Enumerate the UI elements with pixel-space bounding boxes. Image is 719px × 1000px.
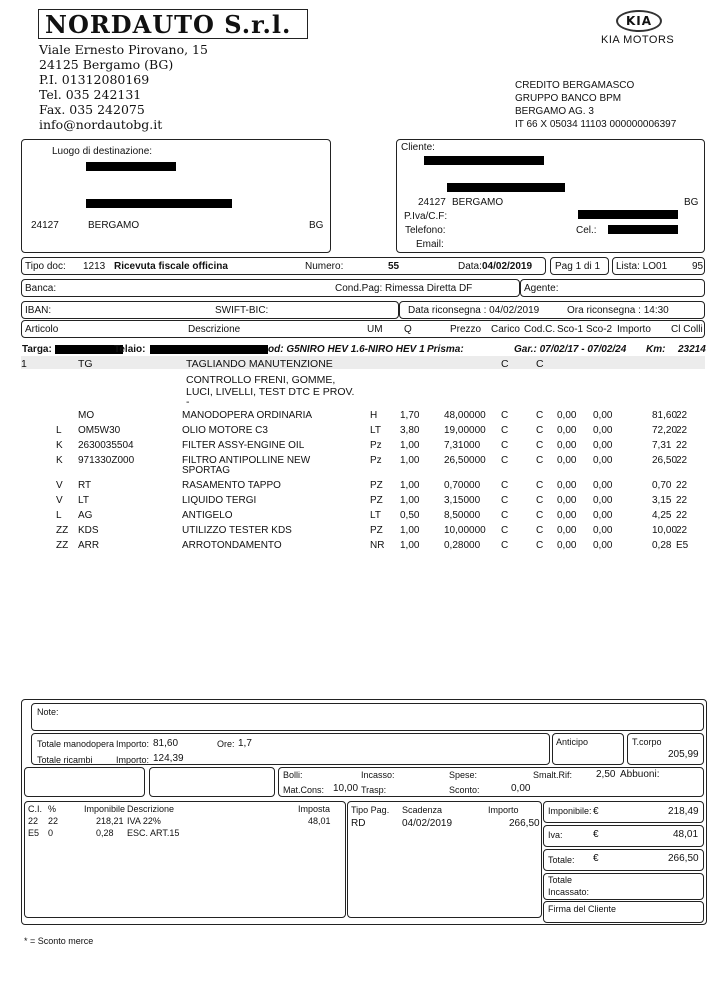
iva-col-pct: % xyxy=(48,804,57,814)
item-desc-2: SPORTAG xyxy=(182,465,230,476)
tot-mano-importo-label: Importo: xyxy=(116,739,150,749)
item-prezzo: 48,00000 xyxy=(444,410,486,421)
item-k: L xyxy=(56,425,62,436)
item-prezzo: 19,00000 xyxy=(444,425,486,436)
doc-listino-code: 95 xyxy=(692,261,704,272)
iban-row xyxy=(21,301,399,319)
item-code: ARR xyxy=(78,540,100,551)
item-q: 3,80 xyxy=(400,425,420,436)
warranty: Gar.: 07/02/17 - 07/02/24 xyxy=(514,344,627,355)
service-desc: TAGLIANDO MANUTENZIONE xyxy=(186,358,333,370)
col-cicolli: Cl Colli xyxy=(671,324,703,335)
item-prezzo: 7,31000 xyxy=(444,440,481,451)
service-note-3: - xyxy=(186,396,190,408)
iva-col-ci: C.I. xyxy=(28,804,43,814)
doc-listino-label: Lista: LO01 xyxy=(616,261,668,272)
item-um: Pz xyxy=(370,455,382,466)
riconsegna-data: Data riconsegna : 04/02/2019 xyxy=(408,305,540,316)
abbuoni-label: Abbuoni: xyxy=(620,769,660,780)
item-sco1: 0,00 xyxy=(557,510,577,521)
client-piva-label: P.Iva/C.F: xyxy=(404,211,448,222)
pay-col-scadenza: Scadenza xyxy=(402,805,443,815)
item-sco2: 0,00 xyxy=(593,525,613,536)
item-desc: FILTRO ANTIPOLLINE NEW xyxy=(182,455,311,466)
item-iva: 22 xyxy=(676,410,688,421)
item-sco2: 0,00 xyxy=(593,455,613,466)
item-um: PZ xyxy=(370,525,383,536)
item-k: K xyxy=(56,440,63,451)
service-note-2: LUCI, LIVELLI, TEST DTC E PROV. xyxy=(186,386,355,398)
note-label: Note: xyxy=(37,707,59,717)
item-desc: OLIO MOTORE C3 xyxy=(182,425,268,436)
col-um: UM xyxy=(367,324,383,335)
item-carico: C xyxy=(501,410,509,421)
item-q: 1,70 xyxy=(400,410,420,421)
item-iva: 22 xyxy=(676,510,688,521)
pay-col-tipo: Tipo Pag. xyxy=(351,805,390,815)
item-desc: UTILIZZO TESTER KDS xyxy=(182,525,292,536)
item-k: V xyxy=(56,480,63,491)
imponibile-value: 218,49 xyxy=(668,806,699,817)
pay-col-importo: Importo xyxy=(488,805,519,815)
item-desc: MANODOPERA ORDINARIA xyxy=(182,410,313,421)
item-k: V xyxy=(56,495,63,506)
item-sco2: 0,00 xyxy=(593,510,613,521)
item-sco2: 0,00 xyxy=(593,495,613,506)
item-sco2: 0,00 xyxy=(593,425,613,436)
company-city: 24125 Bergamo (BG) xyxy=(39,57,174,72)
iva-imposta: 48,01 xyxy=(308,816,331,826)
item-codc: C xyxy=(536,540,544,551)
iva-ci: 22 xyxy=(28,816,39,826)
redacted-client-cel xyxy=(608,225,678,234)
item-sco2: 0,00 xyxy=(593,440,613,451)
item-k: L xyxy=(56,510,62,521)
destination-city: BERGAMO xyxy=(88,220,140,231)
iva-total-value: 48,01 xyxy=(673,829,699,840)
client-cap: 24127 xyxy=(418,197,446,208)
item-sco2: 0,00 xyxy=(593,540,613,551)
riconsegna-ora: Ora riconsegna : 14:30 xyxy=(567,305,669,316)
item-sco1: 0,00 xyxy=(557,440,577,451)
bank-iban: IT 66 X 05034 11103 000000006397 xyxy=(515,119,677,130)
sconto-value: 0,00 xyxy=(511,783,531,794)
item-k: K xyxy=(56,455,63,466)
tcorpo-label: T.corpo xyxy=(632,737,662,747)
item-k: ZZ xyxy=(56,540,69,551)
item-importo: 10,00 xyxy=(652,525,678,536)
item-codc: C xyxy=(536,525,544,536)
redacted-client-address xyxy=(447,183,565,192)
client-label: Cliente: xyxy=(401,142,435,153)
client-email-label: Email: xyxy=(416,239,444,250)
item-sco2: 0,00 xyxy=(593,480,613,491)
item-iva: E5 xyxy=(676,540,689,551)
km-value: 23214 xyxy=(678,344,706,355)
totals-mano-box xyxy=(31,733,550,765)
totale-label: Totale: xyxy=(548,855,575,865)
item-q: 1,00 xyxy=(400,480,420,491)
item-q: 1,00 xyxy=(400,455,420,466)
item-desc: ARROTONDAMENTO xyxy=(182,540,282,551)
item-q: 0,50 xyxy=(400,510,420,521)
iva-imponibile: 0,28 xyxy=(96,828,114,838)
item-carico: C xyxy=(501,540,509,551)
blank-box-1 xyxy=(24,767,145,797)
company-email: info@nordautobg.it xyxy=(39,117,163,132)
doc-type-label: Tipo doc: xyxy=(25,261,66,272)
item-sco1: 0,00 xyxy=(557,525,577,536)
telaio-label: Telaio: xyxy=(114,344,146,355)
vehicle-model: od: G5NIRO HEV 1.6-NIRO HEV 1 xyxy=(268,344,425,355)
client-tel-label: Telefono: xyxy=(405,225,446,236)
item-iva: 22 xyxy=(676,480,688,491)
item-k: ZZ xyxy=(56,525,69,536)
item-carico: C xyxy=(501,525,509,536)
item-importo: 4,25 xyxy=(652,510,672,521)
item-importo: 3,15 xyxy=(652,495,672,506)
service-row-bg xyxy=(21,356,705,369)
iva-col-imposta: Imposta xyxy=(298,804,331,814)
company-name: NORDAUTO S.r.l. xyxy=(45,10,292,39)
ore-value: 1,7 xyxy=(238,738,252,749)
item-codc: C xyxy=(536,410,544,421)
firma-label: Firma del Cliente xyxy=(548,904,617,914)
matcons-value: 10,00 xyxy=(333,783,359,794)
company-address: Viale Ernesto Pirovano, 15 xyxy=(39,42,208,57)
item-prezzo: 0,70000 xyxy=(444,480,481,491)
matcons-label: Mat.Cons: xyxy=(283,785,325,795)
item-importo: 81,60 xyxy=(652,410,678,421)
ore-label: Ore: xyxy=(217,739,235,749)
totale-euro: € xyxy=(593,853,599,864)
item-code: LT xyxy=(78,495,89,506)
imponibile-label: Imponibile: xyxy=(548,806,592,816)
item-code: MO xyxy=(78,410,95,421)
doc-number-label: Numero: xyxy=(305,261,344,272)
bank-group: GRUPPO BANCO BPM xyxy=(515,93,622,104)
item-prezzo: 10,00000 xyxy=(444,525,486,536)
item-q: 1,00 xyxy=(400,495,420,506)
item-code: 971330Z000 xyxy=(78,455,135,466)
iva-descr: ESC. ART.15 xyxy=(127,828,180,838)
col-prezzo: Prezzo xyxy=(450,324,482,335)
blank-box-2 xyxy=(149,767,275,797)
service-code: TG xyxy=(78,358,93,370)
iva-ci: E5 xyxy=(28,828,40,838)
col-carico: Carico xyxy=(491,324,520,335)
bolli-label: Bolli: xyxy=(283,770,303,780)
iban-label: IBAN: xyxy=(25,305,52,316)
iva-col-imponibile: Imponibile xyxy=(84,804,126,814)
item-iva: 22 xyxy=(676,495,688,506)
kia-motors-text: KIA MOTORS xyxy=(601,34,675,46)
iva-imponibile: 218,21 xyxy=(96,816,124,826)
item-q: 1,00 xyxy=(400,525,420,536)
incasso-label: Incasso: xyxy=(361,770,395,780)
item-code: 2630035504 xyxy=(78,440,134,451)
company-piva: P.I. 01312080169 xyxy=(39,72,150,87)
footnote: * = Sconto merce xyxy=(24,936,94,946)
tot-mano-label: Totale manodopera xyxy=(37,739,115,749)
item-codc: C xyxy=(536,440,544,451)
item-sco2: 0,00 xyxy=(593,410,613,421)
banca-label: Banca: xyxy=(25,283,57,294)
item-sco1: 0,00 xyxy=(557,495,577,506)
col-sco2: Sco-2 xyxy=(586,324,613,335)
item-sco1: 0,00 xyxy=(557,540,577,551)
cond-pag: Cond.Pag: Rimessa Diretta DF xyxy=(335,283,473,294)
spese-label: Spese: xyxy=(449,770,478,780)
pay-scadenza: 04/02/2019 xyxy=(402,818,453,829)
pay-tipo: RD xyxy=(351,818,366,829)
company-logo-box xyxy=(38,9,308,39)
smalt-value: 2,50 xyxy=(596,769,616,780)
targa-label: Targa: xyxy=(22,344,52,355)
doc-type-code: 1213 xyxy=(83,261,106,272)
item-importo: 7,31 xyxy=(652,440,672,451)
item-code: AG xyxy=(78,510,93,521)
service-note-1: CONTROLLO FRENI, GOMME, xyxy=(186,374,336,386)
item-carico: C xyxy=(501,440,509,451)
col-descrizione: Descrizione xyxy=(188,324,241,335)
item-iva: 22 xyxy=(676,455,688,466)
km-label: Km: xyxy=(646,344,666,355)
item-um: PZ xyxy=(370,480,383,491)
col-codc: Cod.C. xyxy=(524,324,556,335)
item-importo: 72,20 xyxy=(652,425,678,436)
item-q: 1,00 xyxy=(400,540,420,551)
note-box xyxy=(31,703,704,731)
item-sco1: 0,00 xyxy=(557,425,577,436)
iva-total-label: Iva: xyxy=(548,830,563,840)
item-um: NR xyxy=(370,540,385,551)
item-desc: ANTIGELO xyxy=(182,510,233,521)
item-iva: 22 xyxy=(676,425,688,436)
item-sco1: 0,00 xyxy=(557,410,577,421)
doc-page: Pag 1 di 1 xyxy=(555,261,601,272)
kia-logo-text: KIA xyxy=(625,14,653,28)
redacted-dest-address xyxy=(86,199,232,208)
item-code: OM5W30 xyxy=(78,425,121,436)
item-codc: C xyxy=(536,425,544,436)
col-sco1: Sco-1 xyxy=(557,324,584,335)
item-importo: 26,50 xyxy=(652,455,678,466)
item-um: H xyxy=(370,410,378,421)
item-um: Pz xyxy=(370,440,382,451)
destination-cap: 24127 xyxy=(31,220,59,231)
client-prov: BG xyxy=(684,197,699,208)
sconto-label: Sconto: xyxy=(449,785,480,795)
redacted-dest-name xyxy=(86,162,176,171)
redacted-client-name xyxy=(424,156,544,165)
swift-label: SWIFT-BIC: xyxy=(215,305,269,316)
redacted-telaio xyxy=(150,345,268,354)
kia-logo-icon xyxy=(616,10,662,32)
bank-name: CREDITO BERGAMASCO xyxy=(515,80,635,91)
client-city: BERGAMO xyxy=(452,197,504,208)
destination-label: Luogo di destinazione: xyxy=(52,146,153,157)
item-codc: C xyxy=(536,455,544,466)
item-iva: 22 xyxy=(676,440,688,451)
tot-mano-value: 81,60 xyxy=(153,738,179,749)
imponibile-euro: € xyxy=(593,806,599,817)
tot-ricambi-importo-label: Importo: xyxy=(116,755,150,765)
iva-pct: 22 xyxy=(48,816,59,826)
item-codc: C xyxy=(536,480,544,491)
iva-box xyxy=(24,801,346,918)
item-importo: 0,70 xyxy=(652,480,672,491)
item-desc: LIQUIDO TERGI xyxy=(182,495,257,506)
item-desc: RASAMENTO TAPPO xyxy=(182,480,281,491)
item-carico: C xyxy=(501,455,509,466)
col-articolo: Articolo xyxy=(25,324,59,335)
doc-number: 55 xyxy=(388,261,400,272)
item-desc: FILTER ASSY-ENGINE OIL xyxy=(182,440,305,451)
item-carico: C xyxy=(501,480,509,491)
item-um: LT xyxy=(370,425,381,436)
redacted-client-piva xyxy=(578,210,678,219)
destination-prov: BG xyxy=(309,220,324,231)
pay-importo: 266,50 xyxy=(509,818,540,829)
item-code: RT xyxy=(78,480,92,491)
item-prezzo: 3,15000 xyxy=(444,495,481,506)
bank-branch: BERGAMO AG. 3 xyxy=(515,106,594,117)
redacted-targa xyxy=(55,345,123,354)
tot-ricambi-label: Totale ricambi xyxy=(37,755,93,765)
service-num: 1 xyxy=(21,358,27,370)
tot-ricambi-value: 124,39 xyxy=(153,753,184,764)
item-codc: C xyxy=(536,510,544,521)
col-importo: Importo xyxy=(617,324,651,335)
totale-value: 266,50 xyxy=(668,853,699,864)
col-q: Q xyxy=(404,324,412,335)
item-importo: 0,28 xyxy=(652,540,672,551)
anticipo-label: Anticipo xyxy=(556,737,589,747)
item-um: PZ xyxy=(370,495,383,506)
client-cel-label: Cel.: xyxy=(576,225,597,236)
item-sco1: 0,00 xyxy=(557,480,577,491)
item-prezzo: 0,28000 xyxy=(444,540,481,551)
item-um: LT xyxy=(370,510,381,521)
doc-type-name: Ricevuta fiscale officina xyxy=(114,261,228,272)
iva-descr: IVA 22% xyxy=(127,816,161,826)
item-sco1: 0,00 xyxy=(557,455,577,466)
doc-date-label: Data: xyxy=(458,261,482,272)
service-carico: C xyxy=(501,358,509,370)
item-codc: C xyxy=(536,495,544,506)
agente-label: Agente: xyxy=(524,283,559,294)
company-tel: Tel. 035 242131 xyxy=(39,87,142,102)
item-prezzo: 8,50000 xyxy=(444,510,481,521)
iva-col-descr: Descrizione xyxy=(127,804,175,814)
iva-total-euro: € xyxy=(593,829,599,840)
prisma-label: Prisma: xyxy=(427,344,464,355)
item-carico: C xyxy=(501,495,509,506)
tcorpo-value: 205,99 xyxy=(668,749,699,760)
incassato-label-2: Incassato: xyxy=(548,887,590,897)
smalt-label: Smalt.Rif: xyxy=(533,770,573,780)
item-prezzo: 26,50000 xyxy=(444,455,486,466)
item-carico: C xyxy=(501,510,509,521)
iva-pct: 0 xyxy=(48,828,54,838)
item-q: 1,00 xyxy=(400,440,420,451)
trasp-label: Trasp: xyxy=(361,785,387,795)
item-carico: C xyxy=(501,425,509,436)
item-code: KDS xyxy=(78,525,99,536)
item-iva: 22 xyxy=(676,525,688,536)
service-codc: C xyxy=(536,358,544,370)
incassato-label-1: Totale xyxy=(548,875,573,885)
company-fax: Fax. 035 242075 xyxy=(39,102,145,117)
doc-date: 04/02/2019 xyxy=(482,261,533,272)
